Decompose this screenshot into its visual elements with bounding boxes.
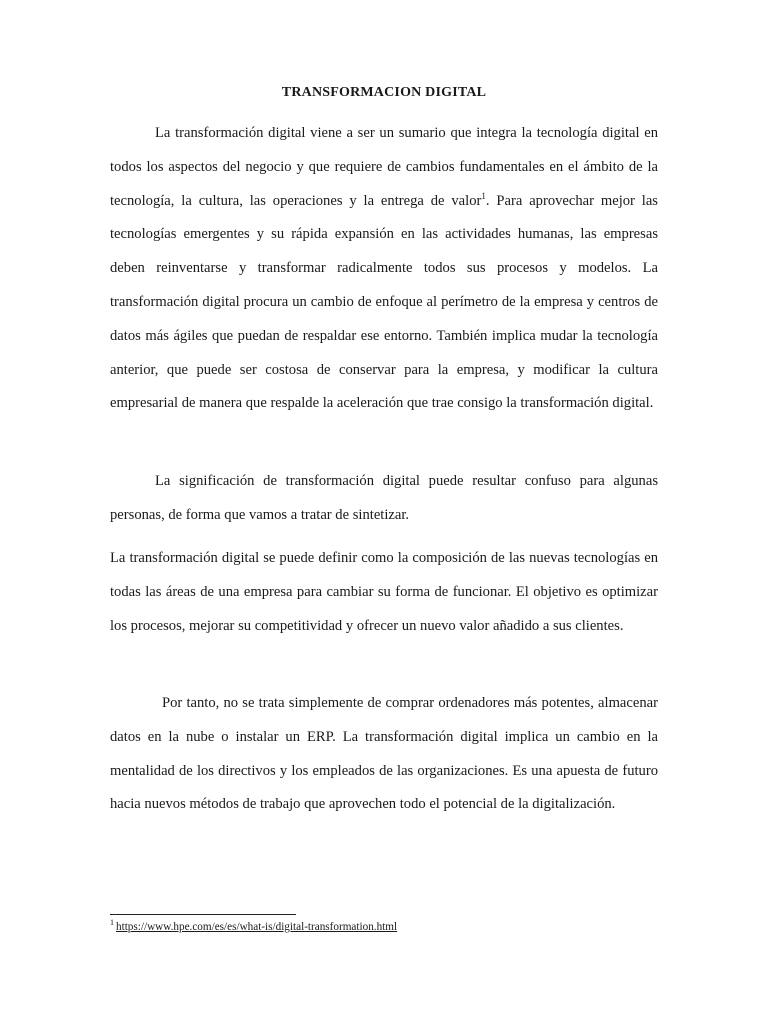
paragraph-4 — [110, 687, 658, 822]
footnote-reference[interactable]: 1 — [481, 190, 486, 201]
paragraph-1 — [110, 117, 658, 421]
footnote-link[interactable]: https://www.hpe.com/es/es/what-is/digital-transformation.html — [116, 921, 398, 933]
footnote — [110, 918, 398, 933]
paragraph-1-text-a: La transformación digital viene a ser un sumario que integra la tecnología digital en todos los aspectos del negocio y que requiere de cambios fundamentales en el ámbito de la tecnología, la cultura, las operaciones y la entrega de valor — [110, 125, 658, 209]
paragraph-2-text: La significación de transformación digital puede resultar confuso para algunas personas, de forma que vamos a tratar de sintetizar. — [110, 473, 658, 523]
footnote-separator — [110, 914, 296, 915]
paragraph-4-text: Por tanto, no se trata simplemente de comprar ordenadores más potentes, almacenar datos en la nube o instalar un ERP. La transformación digital implica un cambio en la mentalidad de los directivos y los empleados de las organizaciones. Es una apuesta de futuro hacia nuevos métodos de trabajo que aprovechen todo el potencial de la digitalización. — [110, 695, 658, 813]
paragraph-3-text: La transformación digital se puede definir como la composición de las nuevas tecnologías en todas las áreas de una empresa para cambiar su forma de funcionar. El objetivo es optimizar los procesos, mejorar su competitividad y ofrecer un nuevo valor añadido a sus clientes. — [110, 550, 658, 634]
paragraph-3 — [110, 542, 658, 643]
paragraph-2 — [110, 465, 658, 533]
document-title: TRANSFORMACION DIGITAL — [281, 85, 487, 100]
paragraph-1-text-b: . Para aprovechar mejor las tecnologías emergentes y su rápida expansión en las actividades humanas, las empresas deben reinventarse y transformar radicalmente todos sus procesos y modelos. La transformación digital procura un cambio de enfoque al perímetro de la empresa y centros de datos más ágiles que puedan de respaldar ese entorno. También implica mudar la tecnología anterior, que puede ser costosa de conservar para la empresa, y modificar la cultura empresarial de manera que respalde la aceleración que trae consigo la transformación digital. — [110, 192, 658, 412]
footnote-mark: 1 — [110, 918, 114, 928]
